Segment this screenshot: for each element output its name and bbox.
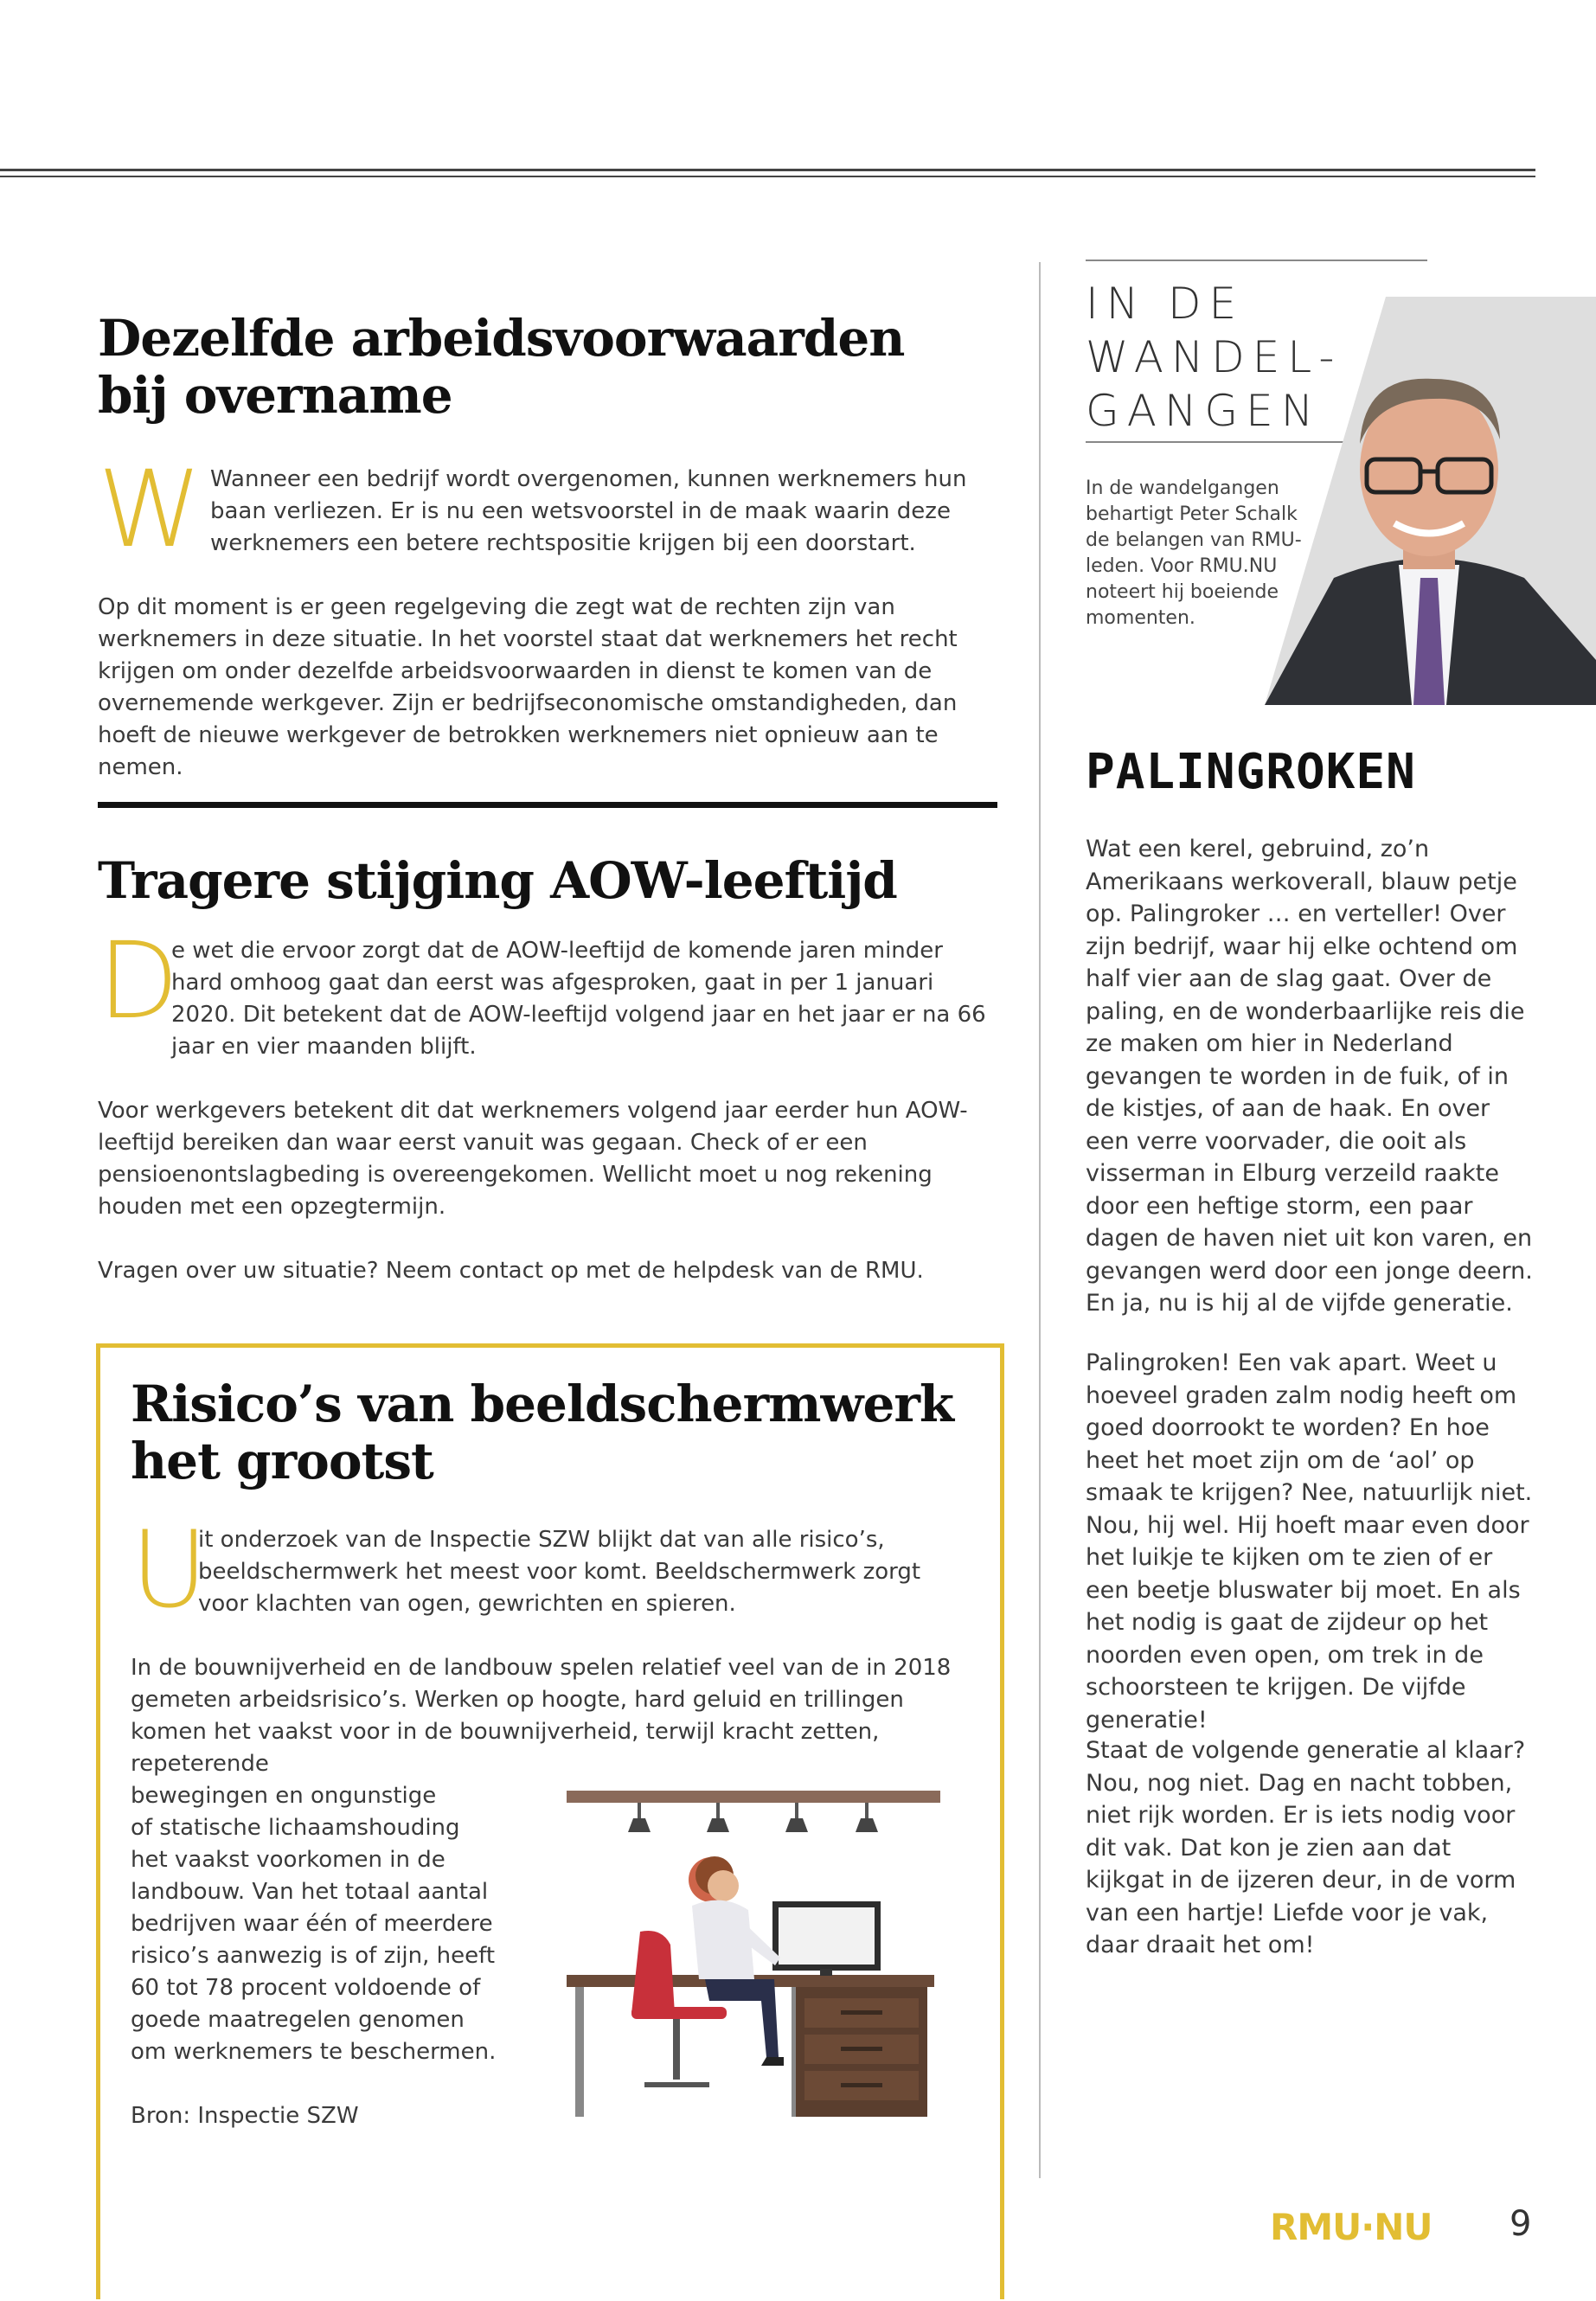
dropcap: D <box>98 920 179 1042</box>
article-aow <box>98 852 997 1287</box>
dropcap: W <box>98 448 202 571</box>
chair-back <box>631 1931 675 2014</box>
column-paragraph: Staat de volgende generatie al klaar? Nou, nog niet. Dag en nacht tobben, niet rijk worden. Er is iets nodig voor dit vak. Dat kon je zien aan dat kijkgat in de ijzeren deur, in de vorm van een hartje! Liefde voor je vak, daar draait het om! <box>1086 1737 1526 1958</box>
ceiling-lamps <box>628 1803 878 1832</box>
article-source: Bron: Inspectie SZW <box>131 2103 359 2129</box>
article-body: Voor werkgevers betekent dit dat werknemers volgend jaar eerder hun AOW-leeftijd bereiken dan waar eerst vanuit was gegaan. Check of er een pensioenontslagbeding is overeengekomen. Wellicht moet u nog rekening houden met een opzegtermijn. <box>98 1098 968 1220</box>
rmu-nu-logo: RMU·NU <box>1270 2206 1433 2248</box>
desk-leg <box>575 1987 584 2117</box>
page-number: 9 <box>1509 2204 1532 2244</box>
column-title: PALINGROKEN <box>1086 744 1416 800</box>
article-body: In de bouwnijverheid en de landbouw spelen relatief veel van de in 2018 gemeten arbeidsrisico’s. Werken op hoogte, hard geluid en trillingen komen het vaakst voor in de bouwnijverheid, terwijl kracht zetten, repeterende <box>131 1655 952 1777</box>
chair-seat <box>631 2007 727 2019</box>
article-title: Risico’s van beeldschermwerk het grootst <box>131 1375 954 1490</box>
article-contact: Vragen over uw situatie? Neem contact op met de helpdesk van de RMU. <box>98 1258 924 1284</box>
ceiling-beam <box>567 1791 940 1803</box>
column-intro: In de wandelgangen behartigt Peter Schalk de belangen van RMU-leden. Voor RMU.NU noteert hij boeiende momenten. <box>1086 478 1302 629</box>
article-title: Dezelfde arbeidsvoorwaarden bij overname <box>98 309 905 425</box>
header-rule <box>0 169 1535 171</box>
article-lead: Wanneer een bedrijf wordt overgenomen, kunnen werknemers hun baan verliezen. Er is nu een wetsvoorstel in de maak waarin deze werknemers een betere rechtspositie krijgen bij een doorstart. <box>210 466 967 556</box>
article-overname <box>98 310 997 784</box>
section-divider <box>98 802 997 808</box>
column-divider <box>1039 262 1041 2178</box>
article-lead: e wet die ervoor zorgt dat de AOW-leeftijd de komende jaren minder hard omhoog gaat dan eerst was afgesproken, gaat in per 1 januari 2020. Dit betekent dat de AOW-leeftijd volgend jaar en het jaar er na 66 jaar en vier maanden blijft. <box>171 938 986 1060</box>
author-portrait <box>1265 297 1596 705</box>
column-paragraph: Wat een kerel, gebruind, zo’n Amerikaans werkoverall, blauw petje op. Palingroker … en verteller! Over zijn bedrijf, waar hij elke ochtend om half vier aan de slag gaat. Over de paling, en de wonderbaarlijke reis die ze maken om hier in Nederland gevangen te worden in de fuik, of in de kistjes, of aan de haak. En over een verre voorvader, die ooit als visserman in Elburg verzeild raakte door een heftige storm, een paar dagen de haven niet uit kon varen, en gevangen werd door een jonge deern. En ja, nu is hij al de vijfde generatie. <box>1086 836 1533 1317</box>
column-heading: IN DE WANDEL- GANGEN <box>1086 279 1343 436</box>
column-paragraph: Palingroken! Een vak apart. Weet u hoeveel graden zalm nodig heeft om goed doorrookt te worden? En hoe heet het moet zijn om de ‘aol’ op smaak te krijgen? Nee, natuurlijk niet. Nou, hij wel. Hij hoeft maar even door het luikje te kijken om te zien of er een beetje bluswater bij moet. En als het nodig is gaat de zijdeur op het noorden even open, om trek in de schoorsteen te krijgen. De vijfde generatie! <box>1086 1349 1533 1734</box>
header-rule-thin <box>0 176 1535 177</box>
article-lead: it onderzoek van de Inspectie SZW blijkt dat van alle risico’s, beeldschermwerk het meest voor komt. Beeldschermwerk zorgt voor klachten van ogen, gewrichten en spieren. <box>198 1527 921 1617</box>
article-body: Op dit moment is er geen regelgeving die zegt wat de rechten zijn van werknemers in deze situatie. In het voorstel staat dat werknemers het recht krijgen om onder dezelfde arbeidsvoorwaarden in dienst te komen van de overnemende werkgever. Zijn er bedrijfseconomische omstandigheden, dan hoeft de nieuwe werkgever de betrokken werknemers niet opnieuw aan te nemen. <box>98 594 958 780</box>
office-worker-illustration <box>562 1780 943 2126</box>
article-body-narrow: bewegingen en ongunstige of statische lichaamshouding het vaakst voorkomen in de landbouw. Van het totaal aantal bedrijven waar één of meerdere risico’s aanwezig is of zijn, heeft 60 tot 78 procent voldoende of goede maatregelen genomen om werknemers te beschermen. <box>131 1783 497 2065</box>
sidebar-rule-top <box>1086 260 1427 261</box>
dropcap: U <box>131 1509 208 1631</box>
article-title: Tragere stijging AOW-leeftijd <box>98 851 897 910</box>
face <box>708 1870 739 1901</box>
